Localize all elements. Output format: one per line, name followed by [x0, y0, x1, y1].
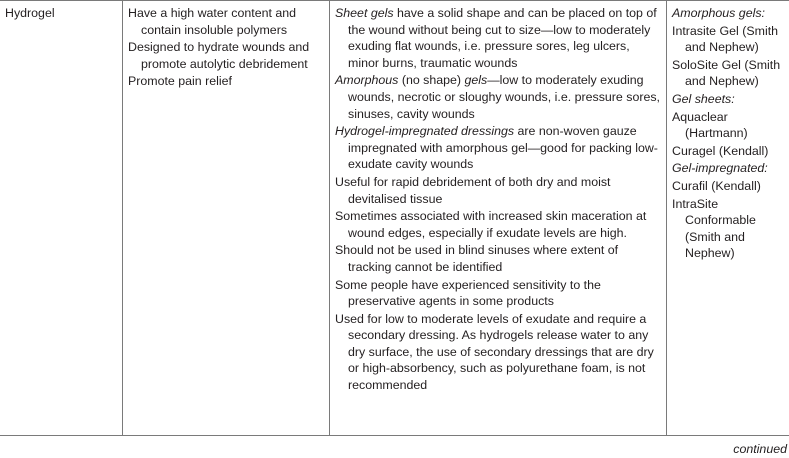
products-heading-sheets: Gel sheets: — [672, 91, 735, 106]
indications-cell — [122, 1, 329, 435]
product-item: Aquaclear (Hartmann) — [672, 109, 748, 141]
indication-item: Have a high water content and contain insoluble polymers — [128, 6, 297, 37]
note-lead: Hydrogel-impregnated dressings — [335, 124, 515, 139]
products-heading-amorphous: Amorphous gels: — [672, 6, 765, 20]
note-item: Some people have experienced sensitivity to the preservative agents in some products — [335, 277, 601, 309]
indication-item: Designed to hydrate wounds and promote autolytic debridement — [128, 40, 310, 71]
products-cell — [666, 1, 789, 435]
note-item: Used for low to moderate levels of exudate and require a secondary dressing. As hydrogels release water to any dry surface, the use of secondary dressings that are dry or high-absorbency, such as polyurethane foam, is not recommended — [335, 311, 654, 393]
product-item: SoloSite Gel (Smith and Nephew) — [672, 57, 781, 89]
note-text: have a solid shape and can be placed on top of the wound without being cut to size—low to moderately exuding flat wounds, i.e. pressure sores, leg ulcers, minor burns, traumatic wounds — [348, 6, 657, 70]
product-item: IntraSite Conformable (Smith and Nephew) — [672, 196, 756, 261]
note-text-2: —low to moderately exuding wounds, necrotic or sloughy wounds, i.e. pressure sores, sinuses, cavity wounds — [348, 73, 660, 121]
category-label: Hydrogel — [5, 6, 55, 20]
note-text: are non-woven gauze impregnated with amorphous gel—good for packing low-exudate cavity wounds — [348, 124, 658, 172]
note-item: Sometimes associated with increased skin maceration at wound edges, especially if exudate levels are high. — [335, 209, 647, 240]
notes-cell — [329, 1, 666, 435]
indication-item: Promote pain relief — [128, 74, 232, 89]
note-lead: Sheet gels — [335, 6, 394, 20]
products-heading-impregnated: Gel-impregnated: — [672, 161, 768, 176]
continued-label: continued — [733, 442, 787, 456]
category-cell — [0, 1, 122, 435]
note-item — [335, 5, 662, 71]
note-text: (no shape) — [398, 73, 465, 88]
note-lead-2: gels — [464, 73, 488, 88]
note-item: Should not be used in blind sinuses where extent of tracking cannot be identified — [335, 243, 619, 274]
note-item — [335, 123, 662, 173]
product-item: Curafil (Kendall) — [672, 178, 761, 193]
note-item — [335, 72, 662, 122]
note-item: Useful for rapid debridement of both dry and moist devitalised tissue — [335, 174, 611, 206]
note-lead: Amorphous — [335, 73, 399, 88]
product-item: Intrasite Gel (Smith and Nephew) — [672, 23, 779, 55]
product-item: Curagel (Kendall) — [672, 143, 769, 158]
